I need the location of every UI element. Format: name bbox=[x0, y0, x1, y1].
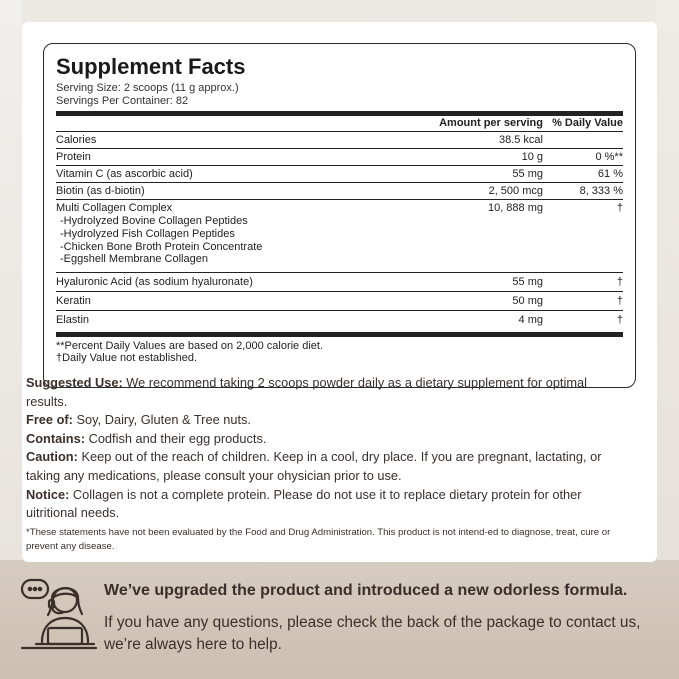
serving-size: Serving Size: 2 scoops (11 g approx.) bbox=[56, 82, 239, 94]
background-left bbox=[0, 0, 22, 560]
row-dv: 8, 333 % bbox=[579, 185, 623, 197]
row-name: Biotin (as d-biotin) bbox=[56, 185, 145, 197]
row-name: Multi Collagen Complex bbox=[56, 202, 173, 214]
facts-row-collagen-complex bbox=[56, 200, 623, 272]
banner-headline: We’ve upgraded the product and introduced a new odorless formula. bbox=[104, 582, 628, 599]
label-card bbox=[22, 22, 657, 562]
footnote-percent-dv: **Percent Daily Values are based on 2,000 calorie diet. bbox=[56, 340, 324, 353]
row-amount: 10 g bbox=[521, 151, 543, 163]
facts-row-hyaluronic-acid bbox=[56, 273, 623, 291]
row-dv: † bbox=[616, 295, 623, 308]
row-dv: † bbox=[616, 314, 623, 327]
facts-title: Supplement Facts bbox=[56, 54, 246, 79]
row-dv: 0 %** bbox=[595, 151, 623, 163]
facts-row-vitamin-c bbox=[56, 166, 623, 182]
row-amount: 10, 888 mg bbox=[487, 202, 543, 214]
servings-per-container: Servings Per Container: 82 bbox=[56, 95, 189, 107]
usage-info bbox=[26, 374, 616, 523]
facts-row-calories bbox=[56, 132, 623, 148]
complex-item: -Eggshell Membrane Collagen bbox=[60, 253, 208, 266]
background-right bbox=[657, 0, 679, 560]
row-name: Protein bbox=[56, 151, 91, 163]
suggested-use: Suggested Use: We recommend taking 2 scoops powder daily as a dietary supplement for optimal results. bbox=[26, 375, 587, 409]
facts-row-biotin bbox=[56, 183, 623, 199]
row-name: Keratin bbox=[56, 295, 91, 308]
row-amount: 50 mg bbox=[512, 295, 543, 308]
row-amount: 4 mg bbox=[518, 314, 543, 327]
header-dv: % Daily Value bbox=[552, 117, 623, 129]
notice: Notice: Collagen is not a complete protein. Please do not use it to replace dietary protein for other uitritional needs. bbox=[26, 486, 582, 521]
row-dv: † bbox=[616, 276, 623, 289]
complex-item: -Chicken Bone Broth Protein Concentrate bbox=[60, 240, 263, 253]
caution: Caution: Keep out of the reach of children. Keep in a cool, dry place. If you are pregnant, lactating, or taking any medications, please consult your ohysician prior to use. bbox=[26, 449, 602, 483]
row-dv: † bbox=[616, 202, 623, 214]
banner-subtext: If you have any questions, please check the back of the package to contact us, we’re always here to help. bbox=[104, 614, 641, 653]
row-name: Vitamin C (as ascorbic acid) bbox=[56, 168, 193, 180]
free-of: Free of: Soy, Dairy, Gluten & Tree nuts. bbox=[26, 412, 251, 428]
footnote-dv-not-established: †Daily Value not established. bbox=[56, 352, 198, 365]
complex-item: -Hydrolyzed Fish Collagen Peptides bbox=[60, 227, 235, 240]
row-amount: 55 mg bbox=[512, 276, 543, 289]
facts-header-row bbox=[56, 116, 623, 131]
supplement-facts-panel bbox=[43, 43, 636, 388]
row-amount: 2, 500 mcg bbox=[488, 185, 543, 197]
row-dv bbox=[543, 134, 623, 147]
row-name: Elastin bbox=[56, 314, 90, 327]
facts-row-elastin bbox=[56, 311, 623, 329]
customer-support-icon bbox=[20, 576, 98, 656]
facts-row-protein bbox=[56, 149, 623, 165]
row-name: Calories bbox=[56, 134, 97, 146]
header-amount: Amount per serving bbox=[439, 117, 543, 129]
fda-disclaimer: *These statements have not been evaluated by the Food and Drug Administration. This product is not intend-ed to diagnose, treat, cure or prevent any disease. bbox=[26, 527, 611, 552]
contains: Contains: Codfish and their egg products. bbox=[26, 430, 267, 446]
row-name: Hyaluronic Acid (as sodium hyaluronate) bbox=[56, 276, 253, 289]
row-amount: 38.5 kcal bbox=[498, 134, 543, 146]
row-amount: 55 mg bbox=[512, 168, 543, 180]
facts-row-keratin bbox=[56, 292, 623, 310]
complex-item: -Hydrolyzed Bovine Collagen Peptides bbox=[60, 215, 248, 227]
row-dv: 61 % bbox=[597, 168, 623, 180]
